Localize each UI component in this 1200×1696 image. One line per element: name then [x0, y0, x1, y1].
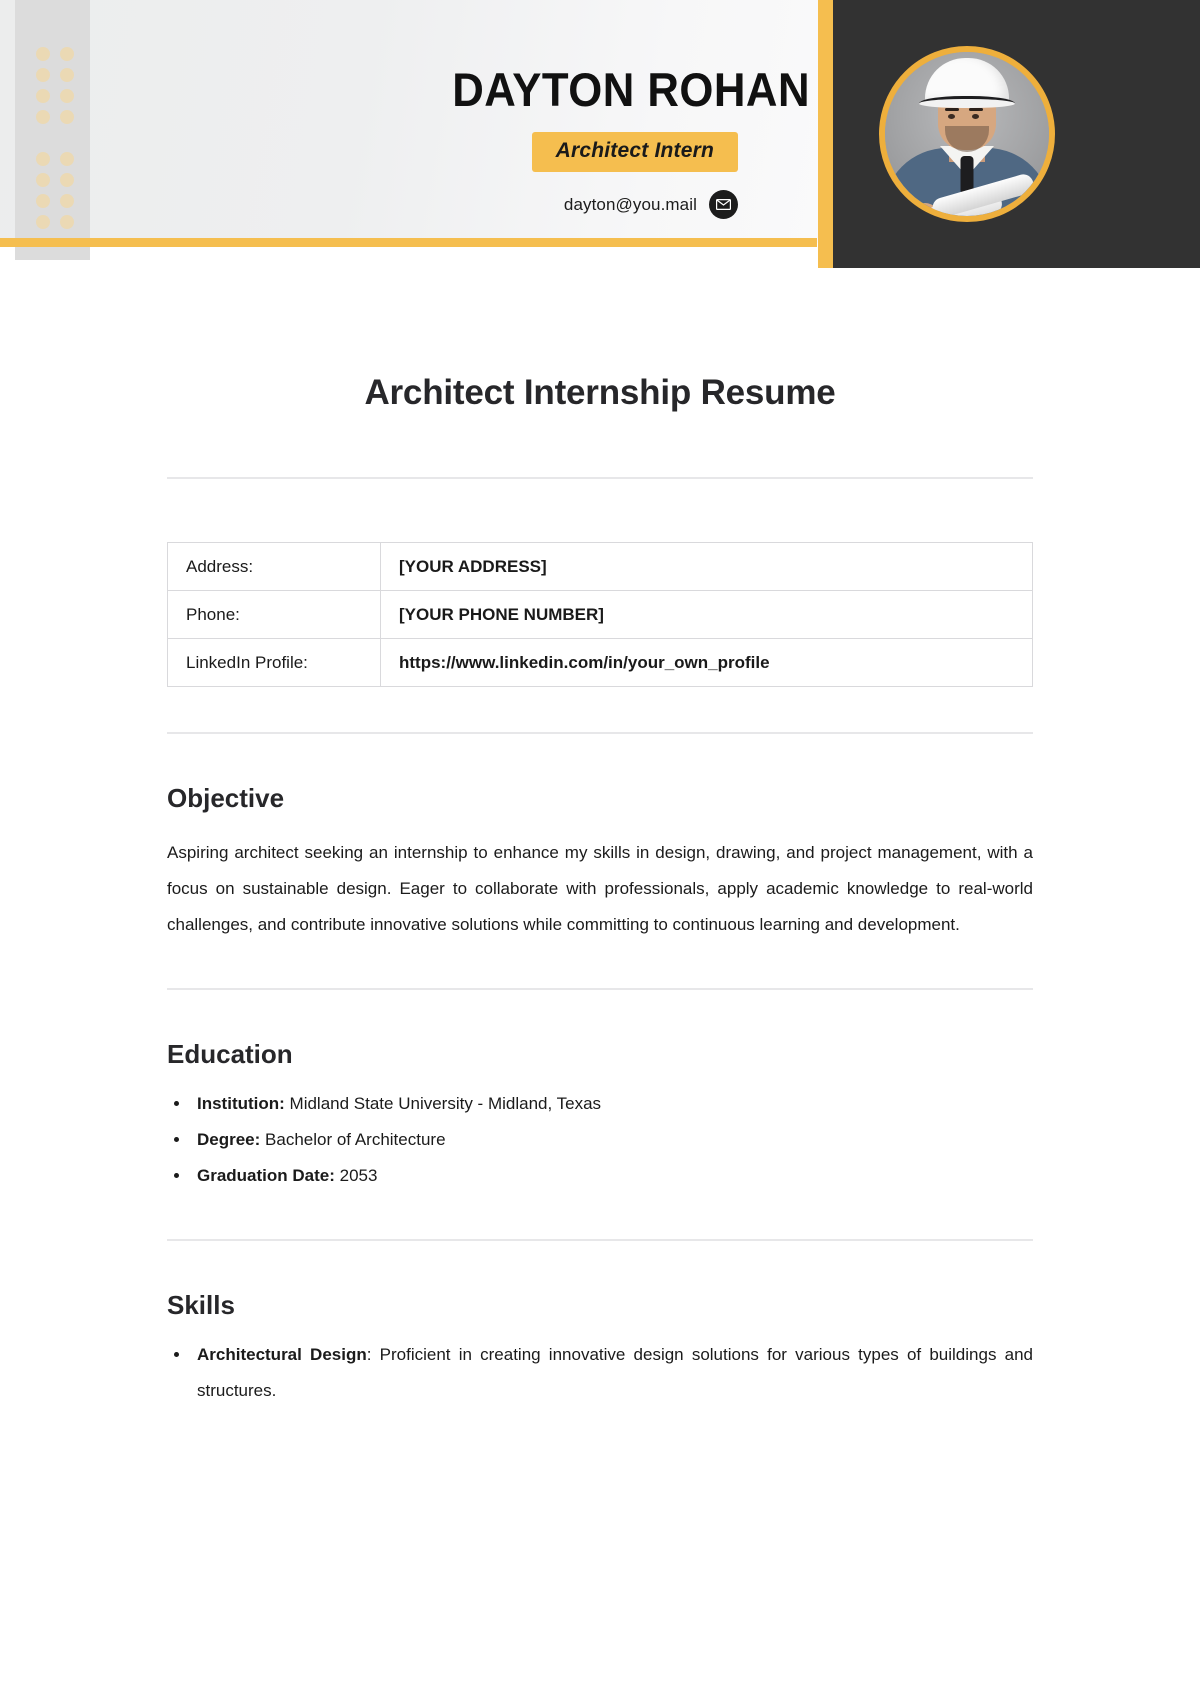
- dot: [60, 47, 74, 61]
- role-badge-label: Architect Intern: [555, 139, 714, 162]
- list-item: [191, 1086, 1033, 1122]
- education-label: Degree:: [197, 1130, 261, 1149]
- resume-header: [0, 0, 1200, 268]
- dot: [36, 68, 50, 82]
- hard-hat-brim: [919, 96, 1015, 108]
- contact-value[interactable]: https://www.linkedin.com/in/your_own_profile: [381, 639, 1033, 687]
- table-row: [168, 543, 1033, 591]
- dot-gap: [60, 131, 74, 145]
- list-item: [191, 1337, 1033, 1409]
- education-value: 2053: [334, 1166, 378, 1185]
- education-value: Bachelor of Architecture: [260, 1130, 446, 1149]
- section-divider: [167, 732, 1033, 734]
- header-underline-bar: [0, 238, 817, 247]
- objective-section: [167, 783, 1033, 943]
- dot: [36, 194, 50, 208]
- title-divider: [167, 477, 1033, 479]
- email-row[interactable]: [564, 190, 738, 219]
- dot: [36, 173, 50, 187]
- dot: [60, 152, 74, 166]
- skill-label: Architectural Design: [197, 1345, 367, 1364]
- contact-value: [YOUR ADDRESS]: [381, 543, 1033, 591]
- skill-value: : Proficient in creating innovative design solutions for various types of buildings and structures.: [197, 1345, 1033, 1400]
- avatar-brow-left: [945, 108, 959, 111]
- table-row: [168, 591, 1033, 639]
- skills-list: [167, 1337, 1033, 1409]
- page-title: Architect Internship Resume: [364, 373, 836, 412]
- dot: [60, 194, 74, 208]
- dot: [60, 173, 74, 187]
- dot: [60, 215, 74, 229]
- dot: [36, 110, 50, 124]
- avatar-eye-left: [948, 114, 955, 119]
- education-label: Institution:: [197, 1094, 285, 1113]
- section-heading-skills: Skills: [167, 1290, 235, 1320]
- objective-text: Aspiring architect seeking an internship to enhance my skills in design, drawing, and project management, with a focus on sustainable design. Eager to collaborate with professionals, apply academic knowledge to real-world challenges, and contribute innovative solutions while committing to continuous learning and development.: [167, 843, 1033, 934]
- education-list: [167, 1086, 1033, 1194]
- education-value: Midland State University - Midland, Texas: [284, 1094, 602, 1113]
- section-heading-objective: Objective: [167, 783, 285, 813]
- header-light-panel: [0, 0, 900, 243]
- list-item: [191, 1122, 1033, 1158]
- contact-table: [167, 542, 1033, 687]
- list-item: [191, 1158, 1033, 1194]
- table-row: [168, 639, 1033, 687]
- contact-label: Phone:: [168, 591, 381, 639]
- education-label: Graduation Date:: [197, 1166, 335, 1185]
- section-heading-education: Education: [167, 1039, 293, 1069]
- dot: [36, 47, 50, 61]
- avatar: [879, 46, 1055, 222]
- email-address: dayton@you.mail: [563, 194, 697, 214]
- contact-value: [YOUR PHONE NUMBER]: [381, 591, 1033, 639]
- section-divider: [167, 988, 1033, 990]
- dot: [36, 152, 50, 166]
- avatar-eye-right: [972, 114, 979, 119]
- contact-label: LinkedIn Profile:: [168, 639, 381, 687]
- dot-gap: [36, 131, 50, 145]
- section-divider: [167, 1239, 1033, 1241]
- header-dark-panel: [833, 0, 1200, 268]
- education-section: [167, 1039, 1033, 1194]
- avatar-brow-right: [969, 108, 983, 111]
- envelope-icon[interactable]: [709, 190, 738, 219]
- contact-label: Address:: [168, 543, 381, 591]
- header-accent-strip: [818, 0, 833, 268]
- role-badge: [532, 132, 738, 172]
- dot: [36, 89, 50, 103]
- candidate-name: DAYTON ROHAN: [452, 63, 810, 116]
- dot: [36, 215, 50, 229]
- skills-section: [167, 1290, 1033, 1409]
